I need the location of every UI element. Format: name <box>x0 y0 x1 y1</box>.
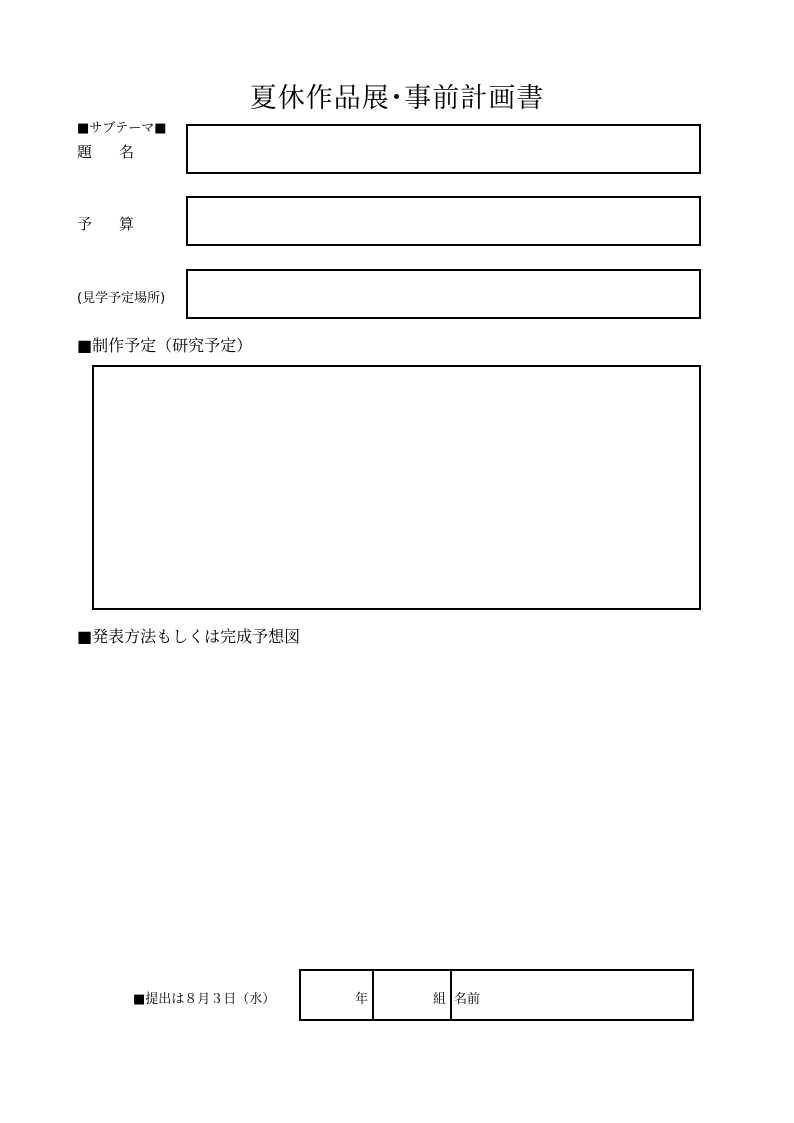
year-label: 年 <box>354 992 368 1007</box>
theme-input-box[interactable] <box>186 124 701 174</box>
budget-input-box[interactable] <box>186 196 701 246</box>
visit-location-input-box[interactable] <box>186 269 701 319</box>
presentation-drawing-area[interactable] <box>92 650 701 950</box>
class-cell[interactable] <box>374 971 452 1019</box>
presentation-method-label: ■発表方法もしくは完成予想図 <box>77 627 301 646</box>
year-cell[interactable] <box>301 971 374 1019</box>
subtheme-label: ■サブテーマ■ <box>77 121 167 136</box>
deadline-note: ■提出は８月３日（水） <box>133 992 276 1007</box>
name-label: 名前 <box>454 992 481 1007</box>
theme-label: 題 名 <box>77 143 141 161</box>
production-plan-box[interactable] <box>92 365 701 610</box>
page-title: 夏休作品展･事前計画書 <box>249 83 545 114</box>
budget-label: 予 算 <box>77 215 141 233</box>
student-info-table <box>299 969 694 1021</box>
class-label: 組 <box>432 992 446 1007</box>
name-cell[interactable] <box>452 971 692 1019</box>
visit-location-label: (見学予定場所) <box>77 291 166 306</box>
production-plan-label: ■制作予定（研究予定） <box>77 336 253 355</box>
